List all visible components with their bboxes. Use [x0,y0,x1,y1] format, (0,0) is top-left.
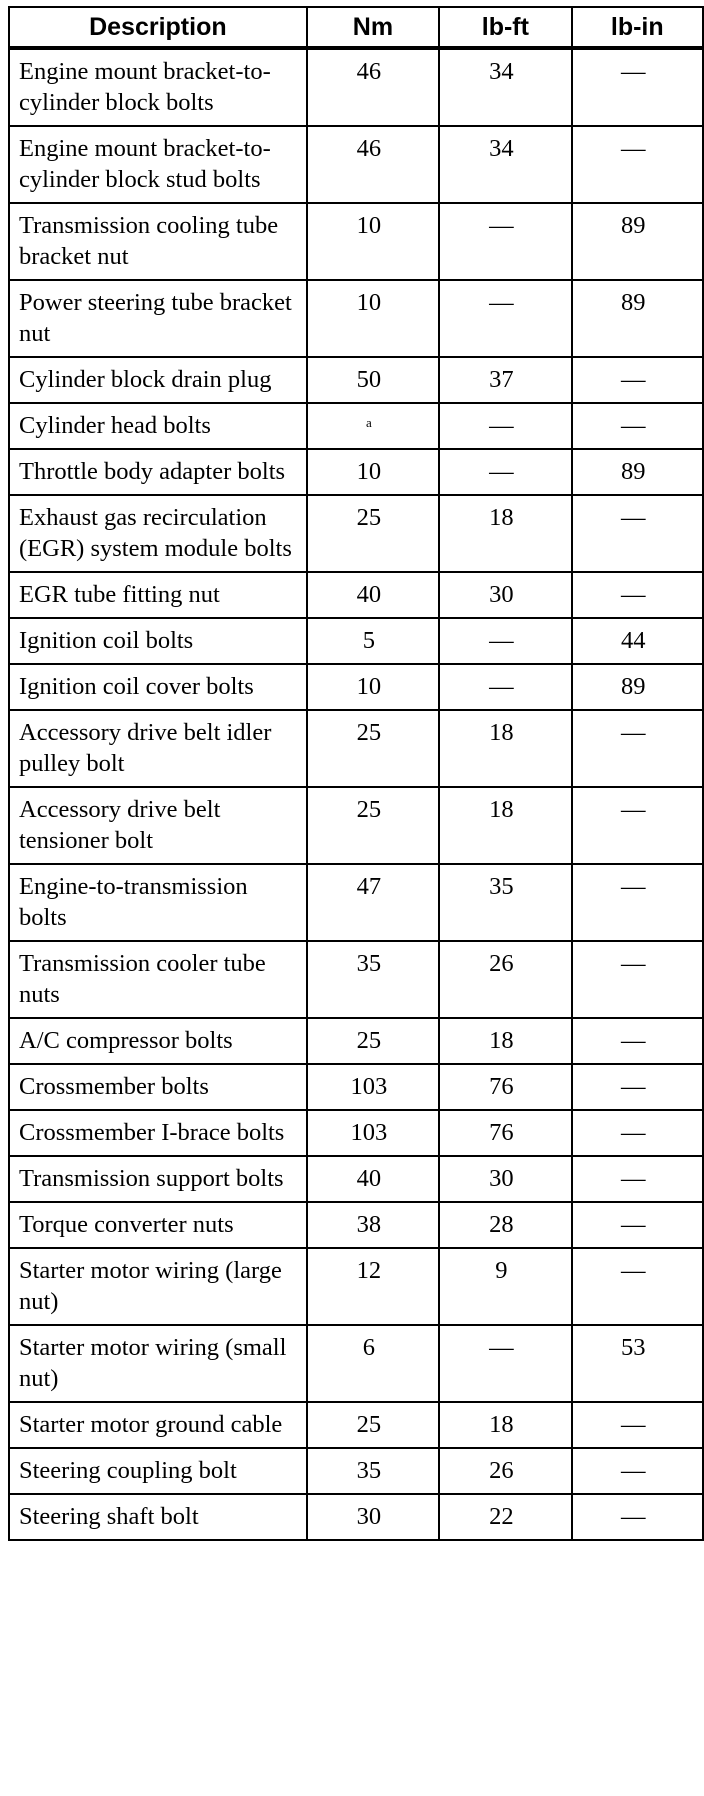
lbin-cell [572,1018,703,1064]
lbft-cell [439,48,571,126]
description-cell: Transmission support bolts [9,1156,307,1202]
lbft-cell [439,1402,571,1448]
nm-cell-value: 10 [356,673,382,700]
nm-cell [307,1494,439,1540]
nm-cell [307,664,439,710]
lbin-cell [572,1110,703,1156]
description-cell: Transmission cooling tube bracket nut [9,203,307,280]
lbft-cell [439,1156,571,1202]
table-row [9,710,703,787]
nm-cell-value: 10 [356,212,382,239]
lbin-cell [572,787,703,864]
table-row [9,203,703,280]
lbft-cell-value: 22 [489,1503,514,1530]
lbft-cell-value: 18 [489,719,514,746]
lbft-cell-value: — [489,289,514,316]
nm-cell-value: 10 [356,458,382,485]
table-row [9,126,703,203]
description-cell: Torque converter nuts [9,1202,307,1248]
header-lbin: lb-in [572,7,703,48]
lbft-cell [439,495,571,572]
lbin-cell-value: — [621,1165,646,1192]
lbin-cell [572,1325,703,1402]
lbft-cell-value: — [489,212,514,239]
nm-cell [307,280,439,357]
nm-cell-value: 38 [356,1211,382,1238]
nm-cell [307,1064,439,1110]
lbft-cell [439,864,571,941]
lbin-cell [572,1448,703,1494]
description-cell: Engine mount bracket-to-cylinder block stud bolts [9,126,307,203]
nm-cell-value: 25 [356,719,382,746]
description-cell: Transmission cooler tube nuts [9,941,307,1018]
lbin-cell-value: 89 [621,289,646,316]
lbin-cell-value: — [621,504,646,531]
lbin-cell-value: — [621,1411,646,1438]
table-row [9,403,703,449]
table-row [9,664,703,710]
nm-cell [307,864,439,941]
lbin-cell-value: — [621,1119,646,1146]
lbft-cell-value: 26 [489,1457,514,1484]
lbft-cell-value: — [489,673,514,700]
header-lbft: lb-ft [439,7,571,48]
lbin-cell [572,618,703,664]
nm-cell [307,203,439,280]
lbin-cell-value: — [621,1211,646,1238]
nm-cell [307,48,439,126]
description-cell: Cylinder block drain plug [9,357,307,403]
lbin-cell-value: — [621,412,646,439]
header-row [9,7,703,48]
description-cell: Ignition coil cover bolts [9,664,307,710]
lbin-cell-value: — [621,135,646,162]
lbin-cell-value: — [621,1073,646,1100]
description-cell: EGR tube fitting nut [9,572,307,618]
lbin-cell-value: 44 [621,627,646,654]
nm-cell [307,357,439,403]
table-row [9,941,703,1018]
table-row [9,357,703,403]
lbin-cell [572,449,703,495]
lbft-cell-value: 34 [489,135,514,162]
lbft-cell-value: — [489,412,514,439]
lbft-cell [439,1494,571,1540]
table-body [9,48,703,1540]
table-row [9,495,703,572]
table-row [9,280,703,357]
description-cell: Crossmember I-brace bolts [9,1110,307,1156]
table-row [9,1248,703,1325]
table-row [9,48,703,126]
lbin-cell-value: — [621,719,646,746]
lbft-cell [439,1064,571,1110]
description-cell: Exhaust gas recirculation (EGR) system module bolts [9,495,307,572]
lbin-cell-value: — [621,366,646,393]
lbft-cell-value: 18 [489,1027,514,1054]
nm-cell [307,449,439,495]
nm-cell-value: 25 [356,796,382,823]
lbin-cell [572,1202,703,1248]
description-cell: Throttle body adapter bolts [9,449,307,495]
lbin-cell-value: — [621,950,646,977]
nm-cell-value: 12 [356,1257,382,1284]
nm-cell [307,941,439,1018]
description-cell: A/C compressor bolts [9,1018,307,1064]
table-row [9,1110,703,1156]
nm-cell-value: 46 [356,135,382,162]
lbin-cell-value: 53 [621,1334,646,1361]
table-row [9,1494,703,1540]
nm-cell-value: 40 [356,1165,382,1192]
description-cell: Steering shaft bolt [9,1494,307,1540]
nm-cell [307,1202,439,1248]
nm-cell [307,572,439,618]
lbin-cell-value: — [621,1257,646,1284]
lbft-cell [439,203,571,280]
nm-cell [307,618,439,664]
nm-cell-value: 47 [356,873,382,900]
lbft-cell-value: 37 [489,366,514,393]
description-cell: Starter motor wiring (large nut) [9,1248,307,1325]
lbft-cell-value: 26 [489,950,514,977]
description-cell: Engine-to-transmission bolts [9,864,307,941]
lbft-cell [439,572,571,618]
nm-cell-value: 103 [350,1119,388,1146]
nm-cell [307,710,439,787]
nm-cell-value: 25 [356,504,382,531]
nm-cell-value: 50 [356,366,382,393]
nm-cell [307,1325,439,1402]
nm-cell [307,787,439,864]
lbft-cell [439,126,571,203]
description-cell: Engine mount bracket-to-cylinder block bolts [9,48,307,126]
lbft-cell [439,357,571,403]
description-cell: Power steering tube bracket nut [9,280,307,357]
table-header [9,7,703,48]
lbin-cell-value: 89 [621,212,646,239]
nm-cell-value: 30 [356,1503,382,1530]
table-row [9,572,703,618]
lbin-cell [572,403,703,449]
lbft-cell [439,941,571,1018]
header-nm: Nm [307,7,439,48]
nm-cell [307,1402,439,1448]
nm-cell-value: 46 [356,58,382,85]
lbin-cell [572,664,703,710]
table-row [9,1064,703,1110]
lbin-cell [572,203,703,280]
nm-cell-value: 10 [356,289,382,316]
lbin-cell-value: — [621,1503,646,1530]
lbft-cell [439,403,571,449]
nm-cell-value: 6 [362,1334,376,1361]
table-row [9,864,703,941]
table-row [9,1448,703,1494]
lbft-cell [439,1202,571,1248]
table-row [9,1202,703,1248]
lbft-cell-value: — [489,627,514,654]
lbft-cell-value: — [489,1334,514,1361]
description-cell: Steering coupling bolt [9,1448,307,1494]
lbin-cell-value: 89 [621,458,646,485]
table-row [9,1325,703,1402]
lbft-cell-value: 18 [489,796,514,823]
table-row [9,1156,703,1202]
lbft-cell-value: 76 [489,1119,514,1146]
nm-cell-value: 5 [362,627,376,654]
lbin-cell [572,1248,703,1325]
lbft-cell [439,280,571,357]
lbin-cell-value: — [621,873,646,900]
nm-cell-value: 40 [356,581,382,608]
description-cell: Starter motor ground cable [9,1402,307,1448]
description-cell: Starter motor wiring (small nut) [9,1325,307,1402]
lbin-cell [572,48,703,126]
lbft-cell [439,787,571,864]
nm-cell [307,126,439,203]
lbft-cell [439,1248,571,1325]
lbin-cell [572,357,703,403]
lbin-cell-value: — [621,1027,646,1054]
lbft-cell-value: 9 [495,1257,508,1284]
table-row [9,787,703,864]
lbft-cell-value: 34 [489,58,514,85]
description-cell: Accessory drive belt tensioner bolt [9,787,307,864]
lbft-cell-value: 18 [489,1411,514,1438]
lbft-cell [439,618,571,664]
lbft-cell-value: — [489,458,514,485]
lbin-cell [572,1494,703,1540]
nm-cell-value: 25 [356,1027,382,1054]
nm-cell [307,1018,439,1064]
lbin-cell-value: — [621,796,646,823]
lbft-cell-value: 30 [489,581,514,608]
lbft-cell-value: 30 [489,1165,514,1192]
lbin-cell-value: — [621,581,646,608]
nm-cell-value: 35 [356,1457,382,1484]
nm-cell [307,403,439,449]
table-row [9,449,703,495]
lbin-cell [572,1156,703,1202]
lbft-cell [439,664,571,710]
description-cell: Ignition coil bolts [9,618,307,664]
lbft-cell [439,1448,571,1494]
table-row [9,618,703,664]
lbft-cell-value: 35 [489,873,514,900]
lbin-cell [572,280,703,357]
nm-cell [307,495,439,572]
lbft-cell [439,1325,571,1402]
lbin-cell [572,1402,703,1448]
lbft-cell-value: 76 [489,1073,514,1100]
nm-cell-value: 103 [350,1073,388,1100]
table-row [9,1402,703,1448]
header-description: Description [9,7,307,48]
nm-cell [307,1110,439,1156]
nm-cell [307,1448,439,1494]
table-row [9,1018,703,1064]
nm-cell-value: 25 [356,1411,382,1438]
lbin-cell [572,572,703,618]
lbft-cell-value: 18 [489,504,514,531]
description-cell: Cylinder head bolts [9,403,307,449]
lbin-cell-value: — [621,58,646,85]
nm-cell-value: 35 [356,950,382,977]
lbin-cell [572,1064,703,1110]
description-cell: Crossmember bolts [9,1064,307,1110]
lbin-cell [572,126,703,203]
description-cell: Accessory drive belt idler pulley bolt [9,710,307,787]
lbin-cell [572,495,703,572]
nm-cell-value: a [366,415,372,430]
lbin-cell-value: 89 [621,673,646,700]
lbft-cell [439,1110,571,1156]
lbft-cell-value: 28 [489,1211,514,1238]
lbft-cell [439,710,571,787]
lbft-cell [439,449,571,495]
lbin-cell [572,710,703,787]
lbft-cell [439,1018,571,1064]
nm-cell [307,1248,439,1325]
torque-spec-table [8,6,704,1541]
nm-cell [307,1156,439,1202]
lbin-cell [572,941,703,1018]
lbin-cell-value: — [621,1457,646,1484]
lbin-cell [572,864,703,941]
